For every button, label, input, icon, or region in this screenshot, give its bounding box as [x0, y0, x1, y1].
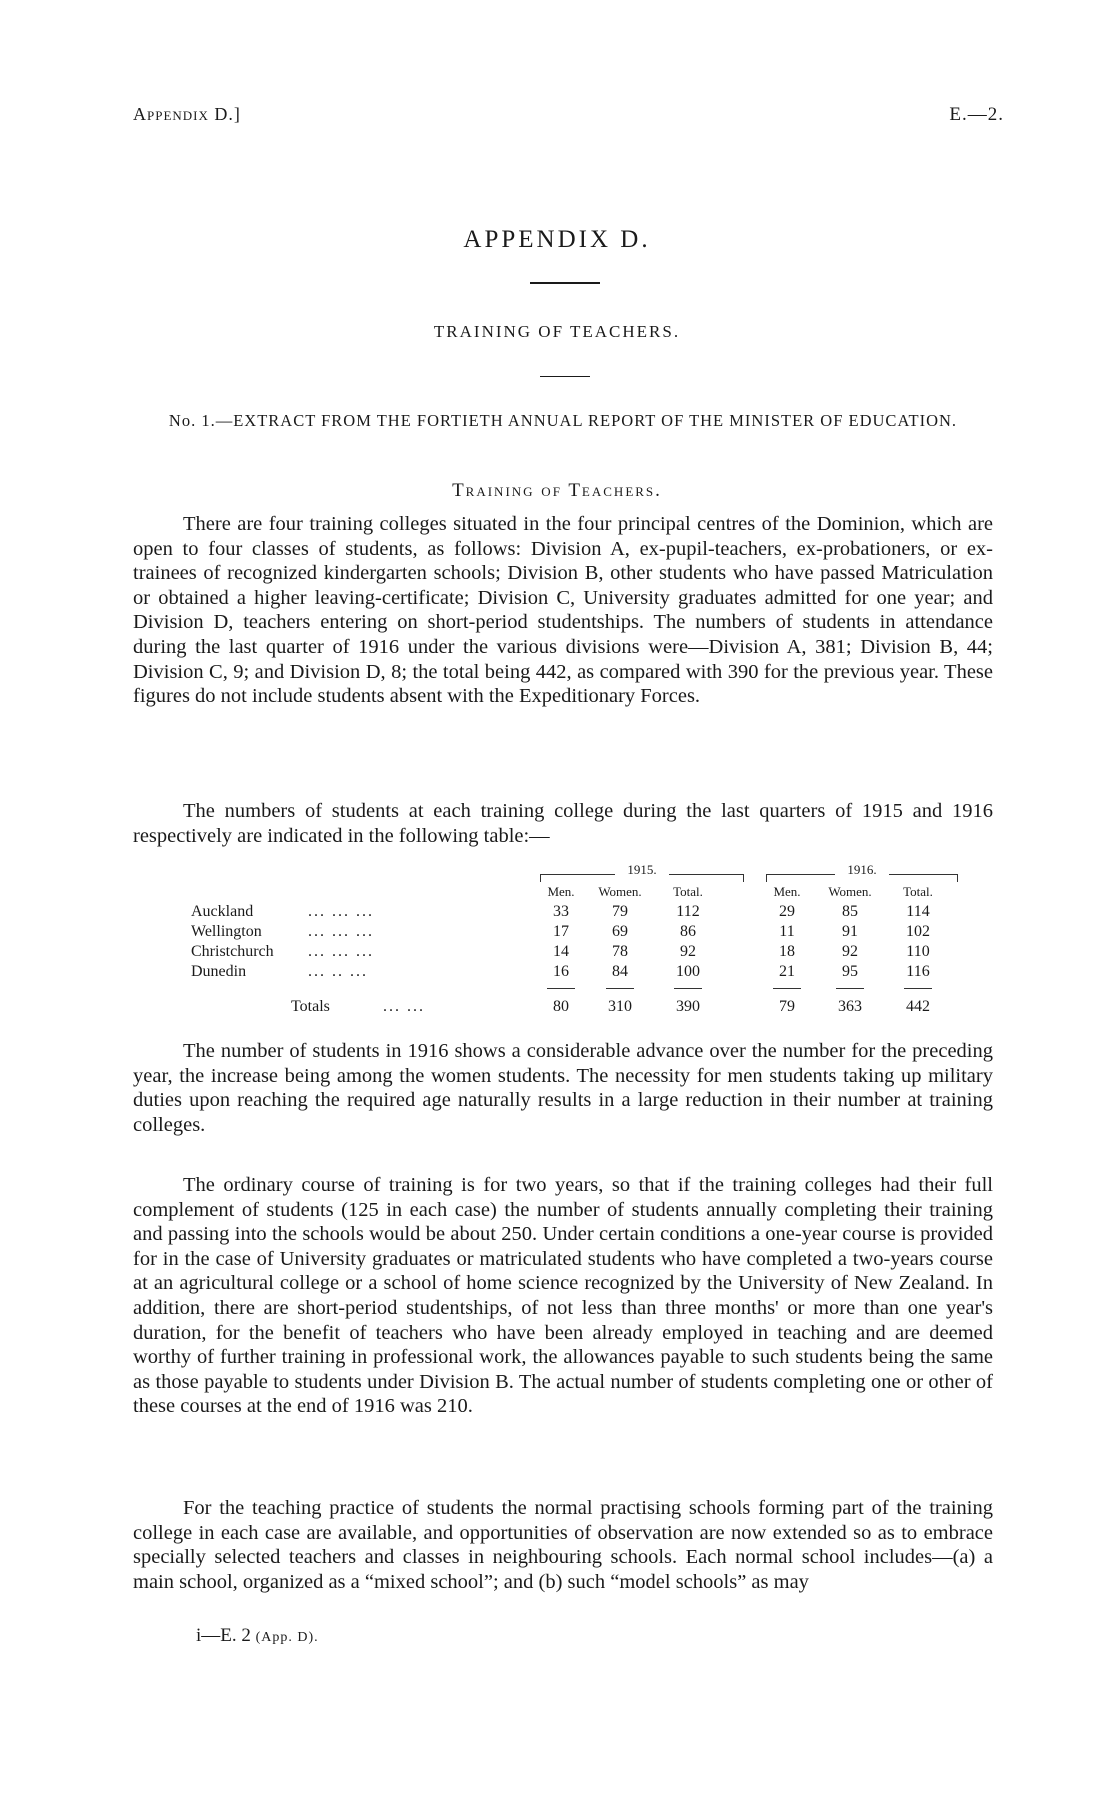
totals-cell: 390 [676, 998, 700, 1015]
table-row-label: Auckland [191, 903, 254, 920]
table-cell: 112 [676, 903, 700, 920]
leader-dots: ... .. ... [308, 963, 368, 980]
col-header: Women. [598, 884, 642, 899]
paragraph-4: The ordinary course of training is for two years, so that if the training colleges had their full complement of students (125 in each case) the number of students annually completing their training and passing into the schools would be about 250. Under certain conditions a one-year course is provided for in the case of University graduates or matriculated students who have completed a two-years course at an agricultural college or a school of home science recognized by the University of New Zealand. In addition, there are short-period studentships, of not less than three months' or more than one year's duration, for the benefit of teachers who have been already employed in teaching and are deemed worthy of further training in professional work, the allowances payable to such students being the same as those payable to students under Division B. The actual number of students completing one or other of these courses at the end of 1916 was 210. [133, 1174, 993, 1418]
totals-cell: 363 [838, 998, 862, 1015]
table-cell: 16 [553, 963, 569, 980]
sum-rule [836, 988, 864, 989]
extract-heading: No. 1.—EXTRACT FROM THE FORTIETH ANNUAL REPORT OF THE MINISTER OF EDUCATION. [168, 411, 958, 430]
appendix-title: APPENDIX D. [463, 226, 651, 253]
paragraph-3: The number of students in 1916 shows a considerable advance over the number for the preceding year, the increase being among the women students. The necessity for men students taking up military duties upon reaching the required age naturally results in a large reduction in their number at training colleges. [133, 1040, 993, 1136]
col-header: Total. [673, 884, 703, 899]
totals-cell: 442 [906, 998, 930, 1015]
table-cell: 29 [779, 903, 795, 920]
subtitle: TRAINING OF TEACHERS. [433, 322, 681, 341]
paragraph-2: The numbers of students at each training college during the last quarters of 1915 and 1916 respectively are indicated in the following table:— [133, 800, 993, 847]
sum-rule [773, 988, 801, 989]
table-cell: 85 [842, 903, 858, 920]
table-cell: 92 [680, 943, 696, 960]
running-head-left: Appendix D.] [133, 104, 241, 124]
sum-rule [547, 988, 575, 989]
table-cell: 116 [906, 963, 930, 980]
section-heading: Training of Teachers. [452, 480, 662, 501]
table-cell: 79 [612, 903, 628, 920]
col-header: Men. [547, 884, 575, 899]
year-1915: 1915. [615, 862, 669, 878]
table-cell: 33 [553, 903, 569, 920]
sum-rule [904, 988, 932, 989]
table-cell: 17 [553, 923, 569, 940]
running-head-right: E.—2. [949, 104, 1004, 125]
table-cell: 84 [612, 963, 628, 980]
table-cell: 91 [842, 923, 858, 940]
table-cell: 92 [842, 943, 858, 960]
table-cell: 100 [676, 963, 700, 980]
col-header: Total. [903, 884, 933, 899]
totals-cell: 310 [608, 998, 632, 1015]
sum-rule [674, 988, 702, 989]
footer-small: (App. D). [255, 1630, 319, 1645]
paragraph-1: There are four training colleges situated in the four principal centres of the Dominion, which are open to four classes of students, as follows: Division A, ex-pupil-teachers, ex-probationers, or ex-trainees of recognized kindergarten schools; Division B, other students who have passed Matriculation or obtained a higher leaving-certificate; Division C, University graduates admitted for one year; and Division D, teachers entering on short-period studentships. The numbers of students in attendance during the last quarter of 1916 under the various divisions were—Division A, 381; Division B, 44; Division C, 9; and Division D, 8; the total being 442, as compared with 390 for the previous year. These figures do not include students absent with the Expeditionary Forces. [133, 513, 993, 708]
year-1916: 1916. [835, 862, 889, 878]
table-cell: 11 [779, 923, 795, 940]
table-cell: 95 [842, 963, 858, 980]
table-cell: 78 [612, 943, 628, 960]
leader-dots: ... ... ... [308, 923, 374, 940]
footer-main: i—E. 2 [196, 1625, 251, 1646]
table-cell: 18 [779, 943, 795, 960]
table-cell: 114 [906, 903, 930, 920]
totals-cell: 79 [779, 998, 795, 1015]
table-row-label: Dunedin [191, 963, 247, 980]
col-header: Men. [773, 884, 801, 899]
subtitle-rule [540, 376, 590, 377]
title-rule [530, 282, 600, 284]
table-cell: 110 [906, 943, 930, 960]
students-table [133, 858, 993, 1023]
totals-label: Totals [291, 998, 330, 1015]
table-row-label: Christchurch [191, 943, 274, 960]
leader-dots: ... ... ... [308, 903, 374, 920]
table-cell: 86 [680, 923, 696, 940]
leader-dots: ... ... [383, 998, 425, 1015]
sum-rule [606, 988, 634, 989]
col-header: Women. [828, 884, 872, 899]
signature-footer [196, 1625, 319, 1647]
table-cell: 102 [906, 923, 930, 940]
totals-cell: 80 [553, 998, 569, 1015]
table-row-label: Wellington [191, 923, 262, 940]
paragraph-5: For the teaching practice of students the normal practising schools forming part of the training college in each case are available, and opportunities of observation are now extended so as to embrace specially selected teachers and classes in neighbouring schools. Each normal school includes—(a) a main school, organized as a “mixed school”; and (b) such “model schools” as may [133, 1497, 993, 1593]
table-cell: 21 [779, 963, 795, 980]
table-cell: 69 [612, 923, 628, 940]
table-cell: 14 [553, 943, 569, 960]
leader-dots: ... ... ... [308, 943, 374, 960]
